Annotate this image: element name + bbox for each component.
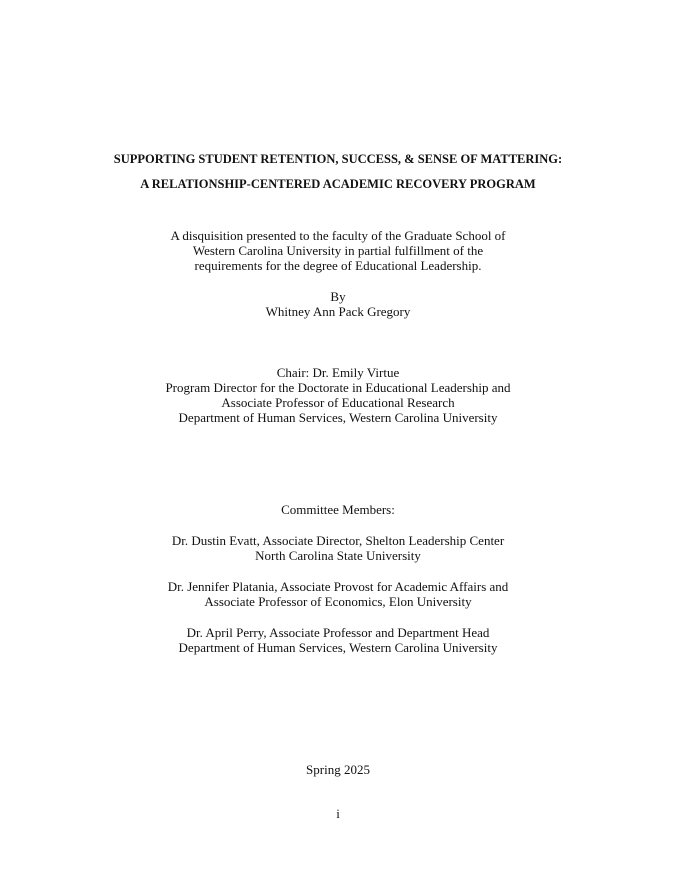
- page-number: i: [336, 806, 340, 821]
- chair-line-2: Program Director for the Doctorate in Educational Leadership and: [165, 380, 511, 395]
- committee-member-1-line-1: Dr. Dustin Evatt, Associate Director, Shelton Leadership Center: [171, 533, 505, 548]
- date-line: Spring 2025: [306, 762, 370, 777]
- chair-line-3: Associate Professor of Educational Research: [221, 395, 455, 410]
- title-line-2: A RELATIONSHIP-CENTERED ACADEMIC RECOVERY PROGRAM: [140, 177, 536, 191]
- chair-line-4: Department of Human Services, Western Carolina University: [178, 410, 498, 425]
- committee-member-1-line-2: North Carolina State University: [255, 548, 421, 563]
- committee-member-2-line-1: Dr. Jennifer Platania, Associate Provost for Academic Affairs and: [167, 579, 509, 594]
- committee-member-3-line-1: Dr. April Perry, Associate Professor and Department Head: [186, 625, 490, 640]
- by-label: By: [330, 289, 346, 304]
- committee-member-2-line-2: Associate Professor of Economics, Elon University: [204, 594, 472, 609]
- title-line-1: SUPPORTING STUDENT RETENTION, SUCCESS, & SENSE OF MATTERING:: [113, 152, 563, 166]
- chair-line-1: Chair: Dr. Emily Virtue: [276, 365, 400, 380]
- presentation-line-1: A disquisition presented to the faculty of the Graduate School of: [170, 228, 506, 243]
- committee-member-3-line-2: Department of Human Services, Western Carolina University: [178, 640, 498, 655]
- committee-heading: Committee Members:: [281, 502, 395, 517]
- author-name: Whitney Ann Pack Gregory: [265, 304, 411, 319]
- presentation-line-2: Western Carolina University in partial fulfillment of the: [192, 243, 484, 258]
- presentation-line-3: requirements for the degree of Educational Leadership.: [194, 258, 482, 273]
